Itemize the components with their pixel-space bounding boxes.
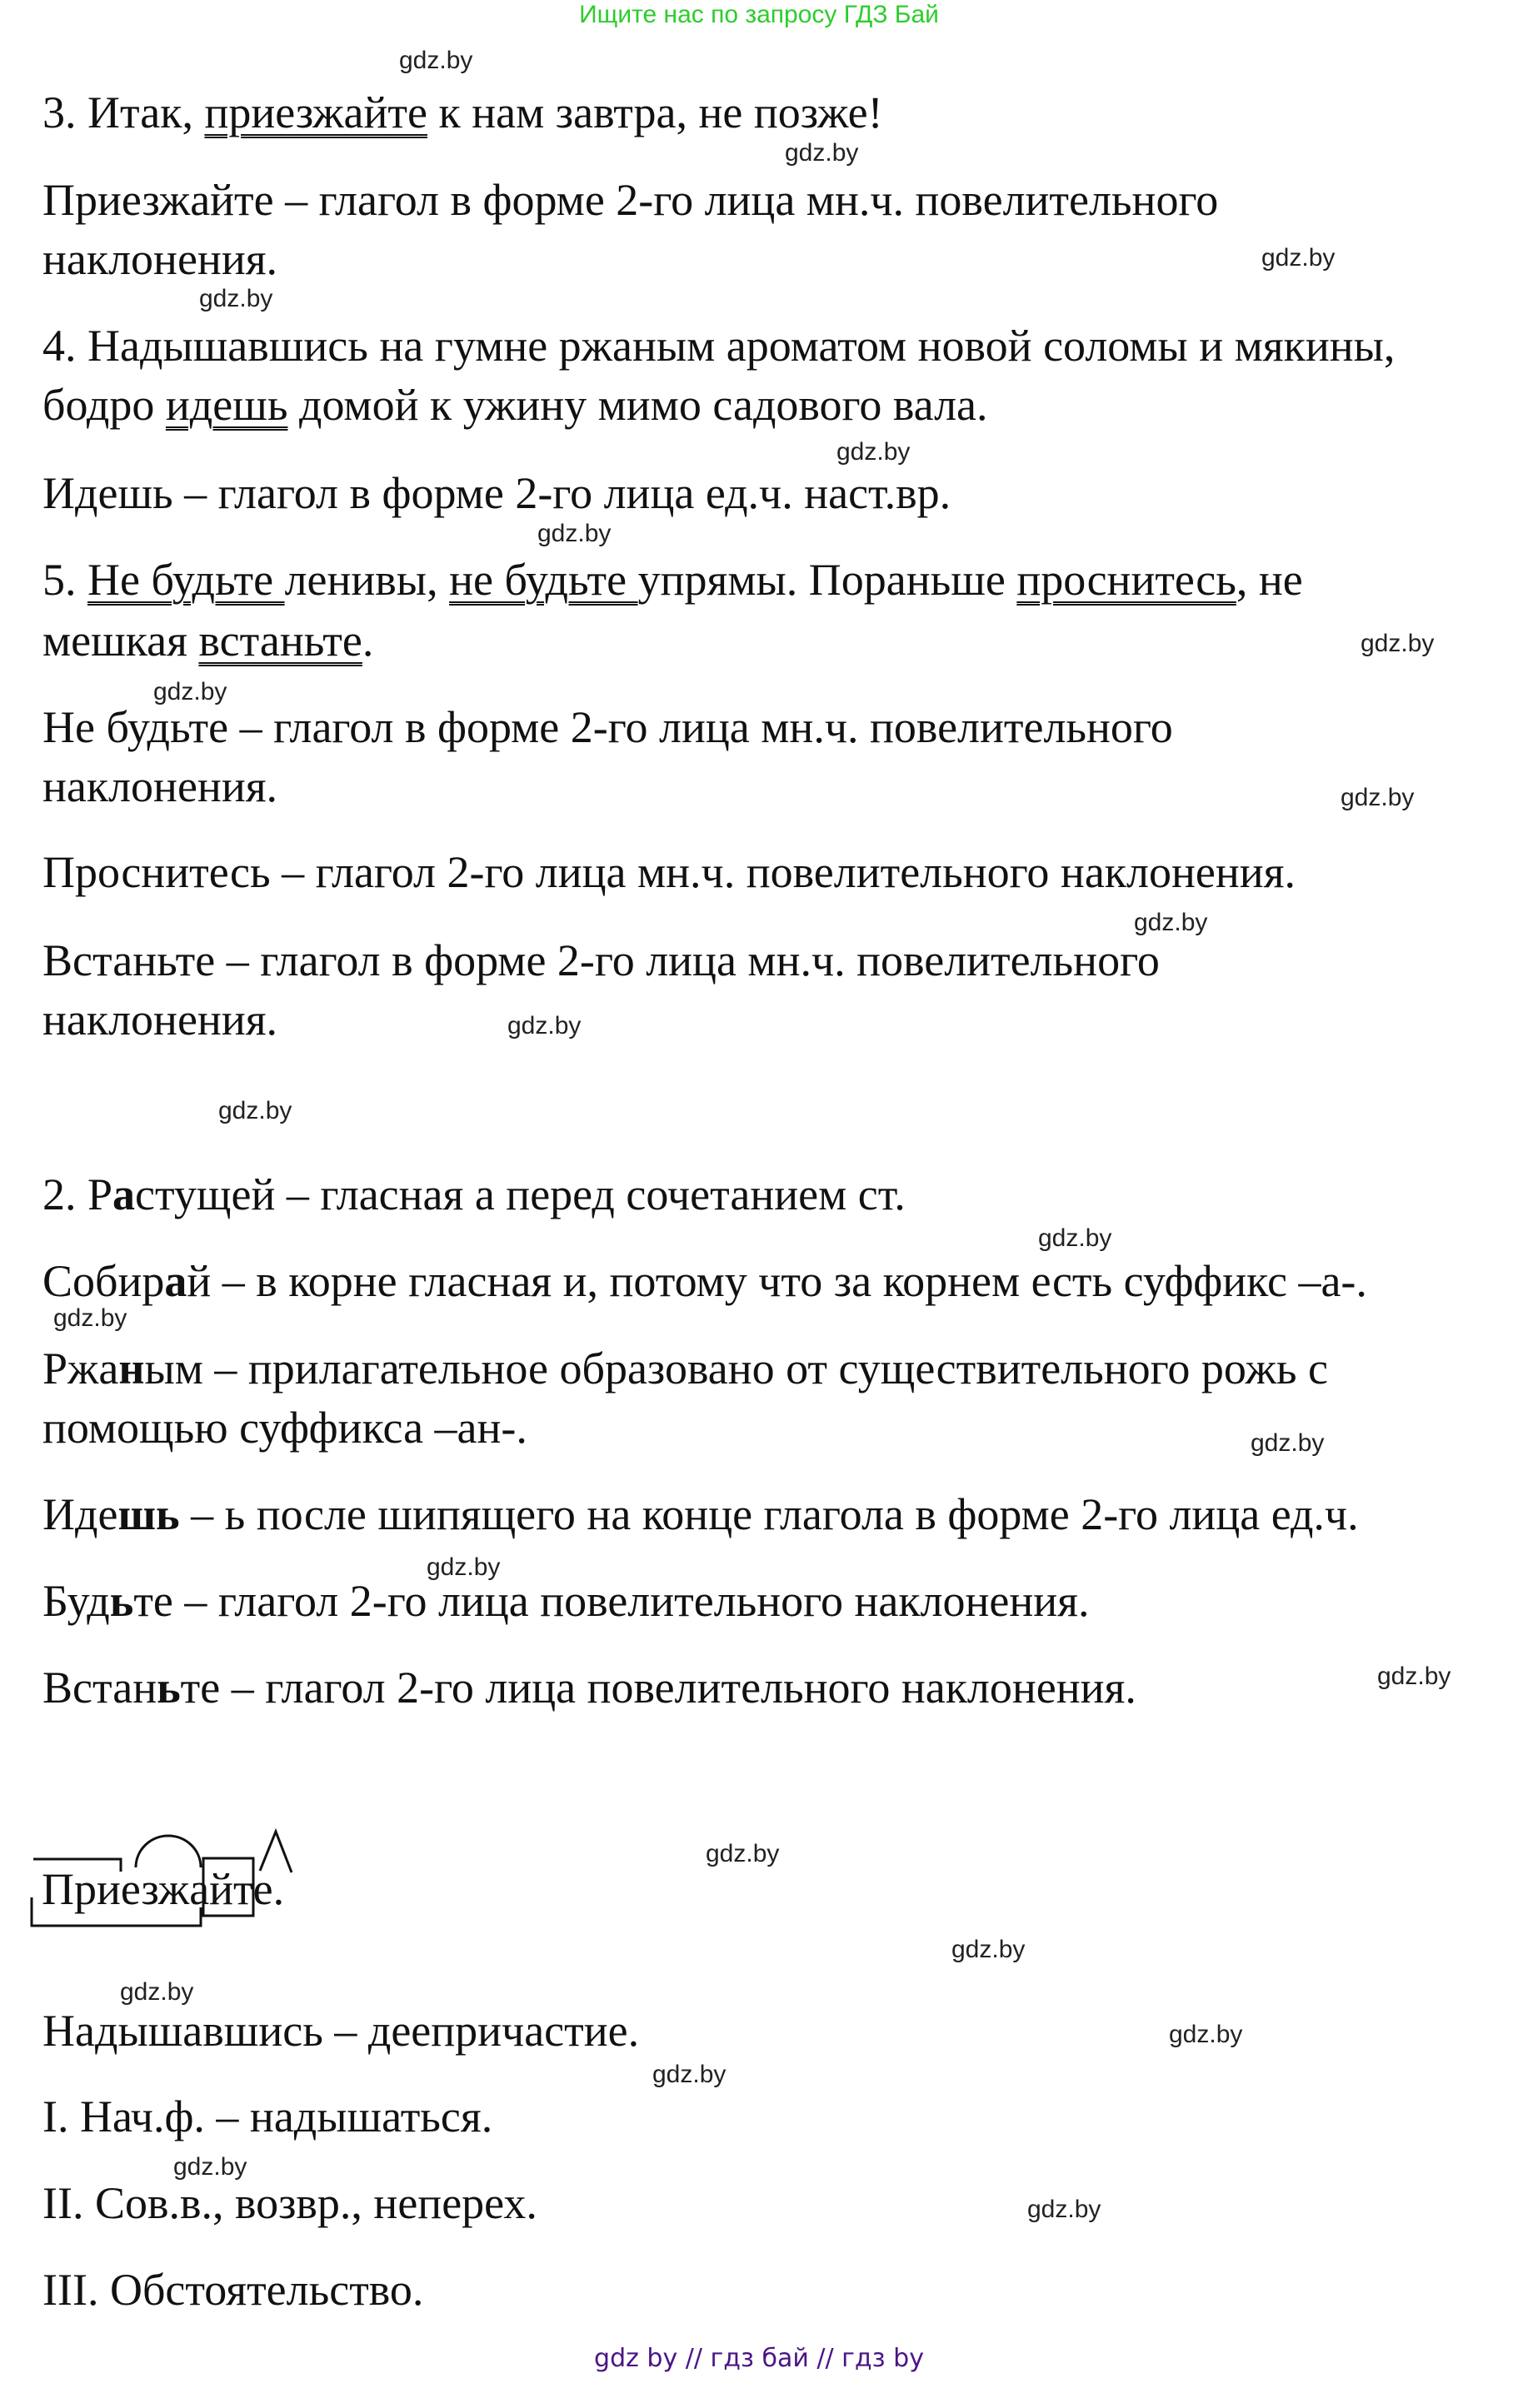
text-line [42, 1574, 1090, 1628]
text-line [42, 2176, 537, 2230]
text-segment: ленивы, [284, 555, 450, 605]
highlighted-letter: шь [117, 1489, 180, 1539]
text-line [42, 2090, 492, 2143]
search-hint-banner: Ищите нас по запросу ГДЗ Бай [579, 1, 939, 28]
watermark: gdz.by [199, 285, 273, 312]
text-segment: Проснитесь – глагол 2-го лица мн.ч. повелительного наклонения. [42, 847, 1296, 897]
text-segment: Собир [42, 1256, 165, 1306]
text-line [42, 553, 1303, 606]
text-segment: мешкая [42, 616, 199, 666]
highlighted-letter: ь [157, 1663, 181, 1713]
text-line [42, 173, 1218, 227]
watermark: gdz.by [652, 2061, 727, 2088]
text-line [42, 2004, 639, 2057]
text-line [42, 2263, 423, 2316]
text-line [42, 466, 951, 520]
text-line [42, 614, 373, 667]
underlined-predicate: не будьте [449, 555, 638, 605]
watermark: gdz.by [836, 438, 911, 466]
watermark: gdz.by [785, 139, 859, 167]
text-segment: Приезжайте – глагол в форме 2-го лица мн.ч. повелительного [42, 175, 1219, 225]
text-segment: наклонения. [42, 995, 278, 1044]
watermark: gdz.by [951, 1936, 1026, 1963]
text-line [42, 86, 883, 139]
watermark: gdz.by [537, 520, 612, 547]
text-segment: . [362, 616, 374, 666]
text-line [42, 1401, 527, 1454]
text-line [42, 1342, 1328, 1395]
text-segment: Идешь – глагол в форме 2-го лица ед.ч. наст.вр. [42, 468, 951, 518]
underlined-predicate: идешь [165, 380, 288, 430]
text-segment: Буд [42, 1576, 110, 1626]
text-segment: Надышавшись – деепричастие. [42, 2006, 640, 2056]
watermark: gdz.by [507, 1012, 582, 1039]
text-segment: , не [1236, 555, 1303, 605]
highlighted-letter: н [118, 1344, 145, 1393]
highlighted-letter: а [164, 1256, 187, 1306]
underlined-predicate: встаньте [198, 616, 362, 666]
root-arc [136, 1836, 201, 1867]
text-segment: 5. [42, 555, 87, 605]
text-segment: те – глагол 2-го лица повелительного наклонения. [180, 1663, 1136, 1713]
highlighted-letter: а [112, 1169, 136, 1219]
text-segment: ым – прилагательное образовано от существительного рожь с [144, 1344, 1328, 1393]
watermark: gdz.by [1341, 784, 1415, 811]
watermark: gdz.by [1169, 2021, 1243, 2048]
watermark: gdz.by [218, 1097, 292, 1124]
text-segment: к нам завтра, не позже! [427, 87, 883, 137]
text-segment: те – глагол 2-го лица повелительного наклонения. [133, 1576, 1090, 1626]
text-line [42, 1661, 1136, 1714]
diagram-word: Приезжайте. [42, 1864, 285, 1914]
text-segment: – ь после шипящего на конце глагола в форме 2-го лица ед.ч. [179, 1489, 1359, 1539]
text-line [42, 934, 1160, 987]
watermark: gdz.by [1027, 2196, 1101, 2223]
text-segment: бодро [42, 380, 166, 430]
text-segment: упрямы. Пораньше [637, 555, 1017, 605]
text-segment: III. Обстоятельство. [42, 2265, 424, 2315]
highlighted-letter: ь [109, 1576, 134, 1626]
text-segment: стущей – гласная а перед сочетанием ст. [135, 1169, 906, 1219]
text-segment: II. Сов.в., возвр., неперех. [42, 2178, 537, 2228]
watermark: gdz.by [427, 1553, 501, 1581]
text-line [42, 993, 277, 1046]
morpheme-diagram [0, 1791, 417, 1957]
watermark: gdz.by [153, 678, 227, 705]
text-line [42, 1168, 906, 1221]
text-segment: Встаньте – глагол в форме 2-го лица мн.ч. повелительного [42, 935, 1160, 985]
text-segment: Не будьте – глагол в форме 2-го лица мн.ч. повелительного [42, 702, 1173, 752]
text-line [42, 845, 1296, 899]
text-segment: Ржа [42, 1344, 119, 1393]
watermark: gdz.by [120, 1978, 194, 2006]
underlined-predicate: проснитесь [1016, 555, 1236, 605]
text-segment: домой к ужину мимо садового вала. [287, 380, 988, 430]
underlined-predicate: приезжайте [204, 87, 427, 137]
text-line [42, 1254, 1367, 1308]
watermark: gdz.by [1134, 909, 1208, 936]
text-segment: Встан [42, 1663, 157, 1713]
watermark: gdz.by [1361, 630, 1435, 657]
underlined-predicate: Не будьте [87, 555, 285, 605]
footer-links[interactable]: gdz by // гдз бай // гдз by [594, 2344, 924, 2373]
text-segment: 2. Р [42, 1169, 113, 1219]
text-segment: I. Нач.ф. – надышаться. [42, 2091, 493, 2141]
watermark: gdz.by [53, 1304, 127, 1332]
text-segment: й – в корне гласная и, потому что за корнем есть суффикс –а-. [187, 1256, 1367, 1306]
watermark: gdz.by [1251, 1429, 1325, 1457]
watermark: gdz.by [706, 1840, 780, 1867]
text-line [42, 700, 1173, 754]
text-segment: помощью суффикса –ан-. [42, 1403, 527, 1453]
watermark: gdz.by [1038, 1224, 1112, 1252]
text-line [42, 378, 988, 431]
text-line [42, 319, 1395, 372]
text-line [42, 232, 277, 286]
watermark: gdz.by [1377, 1663, 1451, 1690]
text-line [42, 1488, 1359, 1541]
text-segment: 3. Итак, [42, 87, 205, 137]
text-segment: Иде [42, 1489, 118, 1539]
text-segment: наклонения. [42, 761, 278, 811]
watermark: gdz.by [399, 47, 473, 74]
watermark: gdz.by [173, 2153, 247, 2181]
text-segment: 4. Надышавшись на гумне ржаным ароматом новой соломы и мякины, [42, 321, 1396, 371]
text-segment: наклонения. [42, 234, 278, 284]
text-line [42, 760, 277, 813]
watermark: gdz.by [1261, 244, 1336, 272]
